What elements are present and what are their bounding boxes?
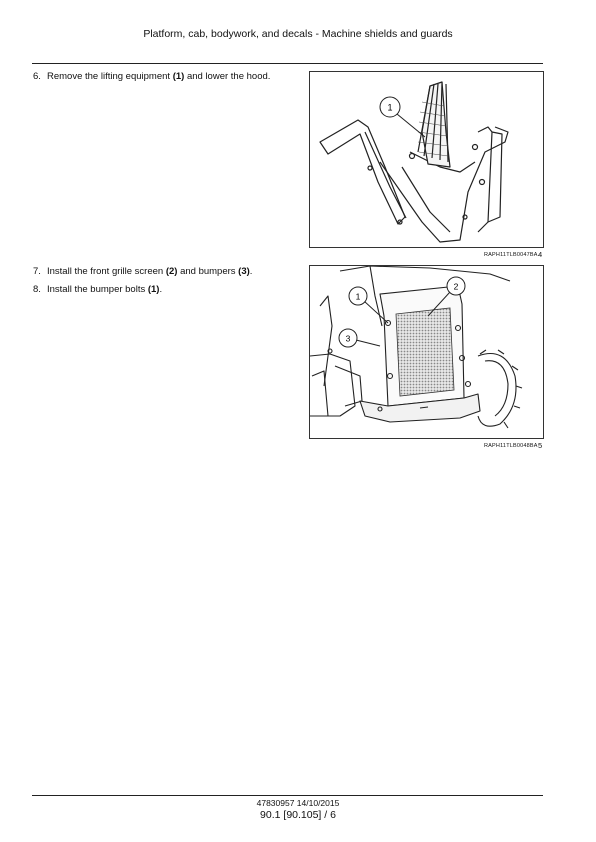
step-ref: (1): [147, 284, 160, 295]
figure-5-number: 5: [538, 441, 543, 450]
footer-rule: [32, 795, 543, 796]
step-text: and lower the hood.: [184, 71, 271, 82]
figure-5-callout-1: 1: [355, 291, 361, 302]
figure-4-number: 4: [538, 250, 543, 259]
step-text: .: [159, 284, 163, 295]
step-7: [33, 266, 252, 278]
page-header-title: Platform, cab, bodywork, and decals - Machine shields and guards: [143, 28, 453, 40]
grille-bumper-illustration: [310, 266, 543, 438]
hood-lifting-illustration: [310, 72, 543, 247]
figure-5-grille-bumpers: [309, 265, 544, 439]
step-ref: (1): [172, 71, 185, 82]
footer-page-number: 90.1 [90.105] / 6: [260, 809, 336, 821]
step-text: and bumpers: [177, 266, 239, 277]
figure-5-caption: RAPH11TLB0048BA: [484, 443, 538, 449]
step-text: Remove the lifting equipment: [47, 71, 173, 82]
step-8: [33, 284, 162, 296]
step-text: Install the bumper bolts: [47, 284, 148, 295]
step-ref: (2): [165, 266, 178, 277]
step-number: 6.: [33, 71, 41, 82]
step-ref: (3): [238, 266, 250, 277]
figure-5-callout-3: 3: [345, 333, 351, 344]
figure-4-callout-1: 1: [387, 102, 393, 113]
figure-4-hood-lifting: [309, 71, 544, 248]
step-text: .: [249, 266, 253, 277]
figure-5-callout-2: 2: [453, 281, 459, 292]
step-6: [33, 71, 270, 83]
step-text: Install the front grille screen: [47, 266, 166, 277]
figure-4-caption: RAPH11TLB0047BA: [484, 252, 538, 258]
step-number: 7.: [33, 266, 41, 277]
step-number: 8.: [33, 284, 41, 295]
header-rule: [32, 63, 543, 64]
footer-doc-id: 47830957 14/10/2015: [256, 798, 340, 808]
